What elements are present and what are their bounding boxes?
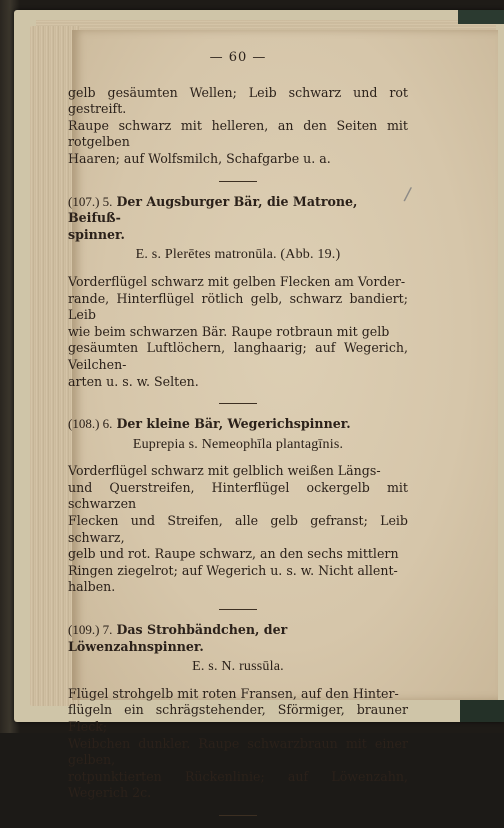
intro-paragraph: gelb gesäumten Wellen; Leib schwarz und rot gestreift. Raupe schwarz mit helleren, an den Seiten mit rotgelben Haaren; auf Wolfsmilch, Schafgarbe u. a. [68, 84, 408, 166]
entry-title: Der kleine Bär, Wegerichspinner. [116, 416, 351, 432]
entry-latin-name: E. s. N. russūla. [192, 659, 284, 675]
entry-heading [68, 622, 408, 655]
divider [219, 815, 257, 816]
binding-strip-top [458, 10, 504, 24]
entry-latin-name: Euprepia s. Nemeophīla plantagīnis. [132, 436, 344, 452]
entry-heading [68, 194, 408, 244]
divider [219, 403, 257, 404]
entry-description: Flügel strohgelb mit roten Fransen, auf den Hinter- flügeln ein schrägstehender, Sförmiger, brauner Fleck; Weibchen dunkler. Raupe schwarzbraun mit einer gelben, rotpunktierten Rückenlinie; auf Löwenzahn, Wegerich 2c. [68, 685, 408, 801]
page-content [68, 50, 408, 828]
divider [219, 609, 257, 610]
entry-title: Der Augsburger Bär, die Matrone, Beifuß- spinner. [68, 193, 358, 242]
entry-number: (108.) 6. [68, 416, 113, 432]
binding-strip-bottom [460, 700, 504, 722]
divider [219, 181, 257, 182]
entry-latin-name: E. s. Plerētes matronūla. (Abb. 19.) [135, 247, 341, 263]
entry-description: Vorderflügel schwarz mit gelblich weißen Längs- und Querstreifen, Hinterflügel ockergelb mit schwarzen Flecken und Streifen, alle gelb gefranst; Leib schwarz, gelb und rot. Raupe schwarz, an den sechs mittlern Ringen ziegelrot; auf Wegerich u. s. w. Nicht allent- halben. [68, 463, 408, 595]
entry-number: (109.) 7. [68, 622, 113, 638]
entry-title: Das Strohbändchen, der Löwenzahnspinner. [68, 622, 288, 654]
pencil-mark-icon: / [402, 183, 413, 206]
entry-109 [68, 622, 408, 802]
entry-number: (107.) 5. [68, 193, 113, 209]
entry-description: Vorderflügel schwarz mit gelben Flecken am Vorder- rande, Hinterflügel rötlich gelb, schwarz bandiert; Leib wie beim schwarzen Bär. Raupe rotbraun mit gelb gesäumten Luftlöchern, langhaarig; auf Wegerich, Veilchen- arten u. s. w. Selten. [68, 273, 408, 389]
page-number: — 60 — [209, 50, 267, 65]
entry-heading [68, 416, 408, 433]
entry-107 [68, 194, 408, 391]
entry-108 [68, 416, 408, 596]
page-edges-top [36, 20, 496, 30]
